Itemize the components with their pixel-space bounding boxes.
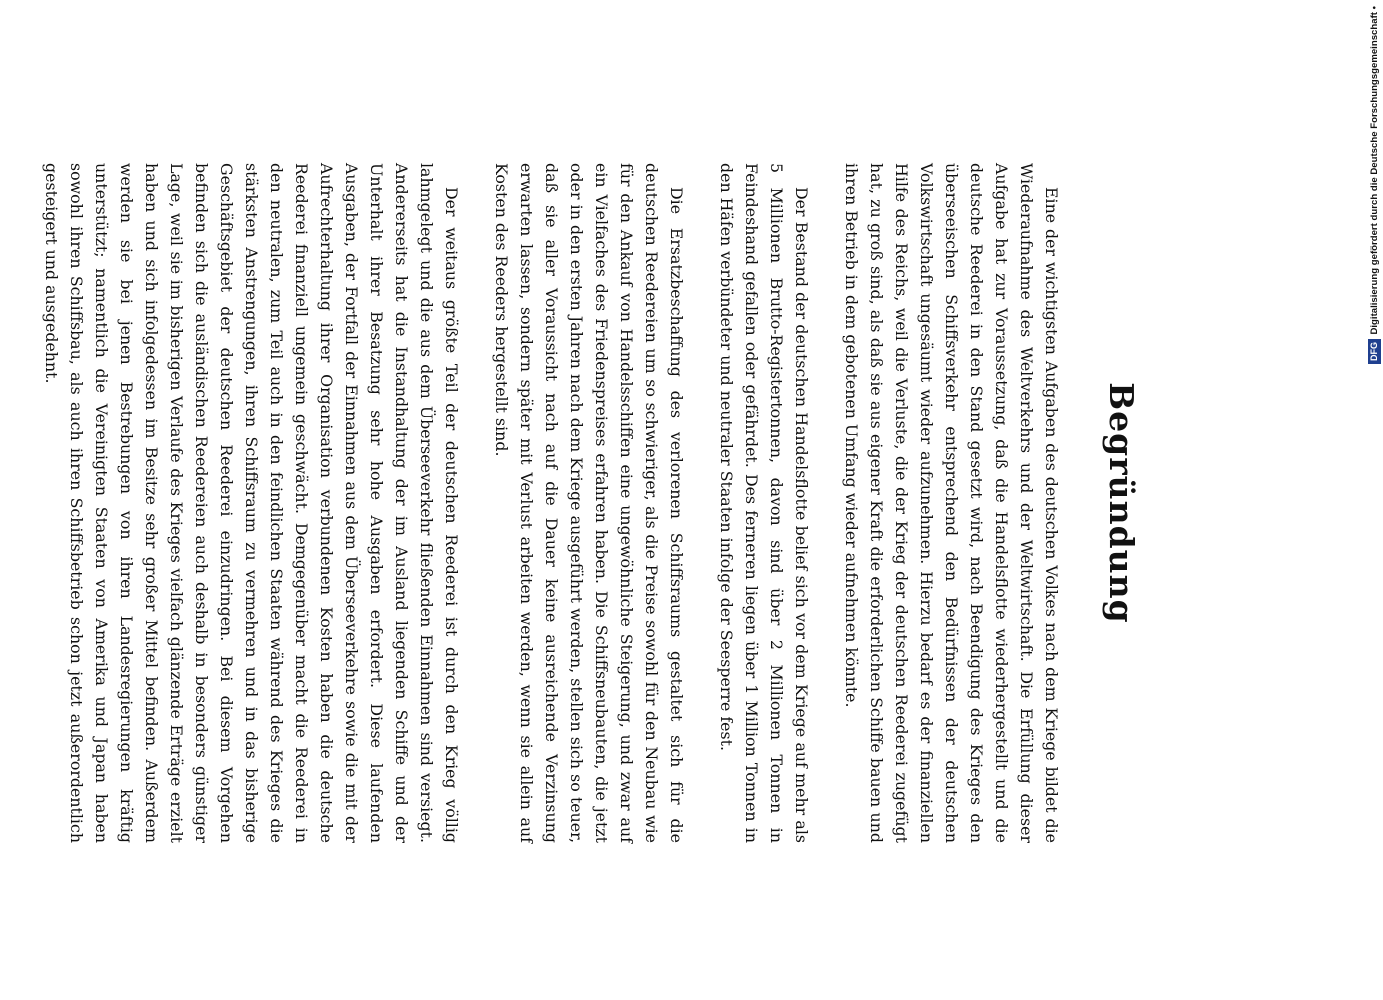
rotated-document-page [42, 163, 1146, 843]
credit-text: Digitalisierung gefördert durch die Deutsche Forschungsgemeinschaft • [1369, 6, 1381, 335]
paragraph-2: Der Bestand der deutschen Handelsflotte belief sich vor dem Kriege auf mehr als 5 Millionen Brutto-Registertonnen, davon sind über 2 Millionen Tonnen in Feindeshand gefallen oder gefährdet. Des ferneren liegen über 1 Million Tonnen in den Häfen verbündeter und neutraler Staaten infolge der Seesperre fest. [717, 163, 811, 843]
document-body [14, 163, 1064, 843]
document-title: Begründung [1102, 382, 1141, 624]
digitization-credit [1364, 6, 1383, 406]
paragraph-3: Die Ersatzbeschaffung des verlorenen Schiffsraums gestaltet sich für die deutschen Reedereien um so schwieriger, als die Preise sowohl für den Neubau wie für den Ankauf von Handelsschiffen eine ungewöhnliche Steigerung, und zwar auf ein Vielfaches des Friedenspreises erfahren haben. Die Schiffsneubauten, die jetzt oder in den ersten Jahren nach dem Kriege ausgeführt werden, stellen sich so teuer, daß sie aller Voraussicht nach auf die Dauer keine ausreichende Verzinsung erwarten lassen, sondern später mit Verlust arbeiten werden, wenn sie allein auf Kosten des Reeders hergestellt sind. [492, 163, 686, 843]
paragraph-4: Der weitaus größte Teil der deutschen Reederei ist durch den Krieg völlig lahmgelegt und die aus dem Überseeverkehr fließenden Einnahmen sind versiegt. Andererseits hat die Instandhaltung der im Ausland liegenden Schiffe und der Unterhalt ihrer Besatzung sehr hohe Ausgaben erfordert. Diese laufenden Ausgaben, der Fortfall der Einnahmen aus dem Überseeverkehre sowie die mit der Aufrechterhaltung ihrer Organisation verbundenen Kosten haben die deutsche Reederei finanziell ungemein geschwächt. Demgegenüber macht die Reederei in den neutralen, zum Teil auch in den feindlichen Staaten während des Krieges die stärksten Anstrengungen, ihren Schiffsraum zu vermehren und in das bisherige Geschäftsgebiet der deutschen Reederei einzudringen. Bei diesem Vorgehen befinden sich die ausländischen Reedereien auch deshalb in besonders günstiger Lage, weil sie im bisherigen Verlaufe des Krieges vielfach glänzende Erträge erzielt haben und sich infolgedessen im Besitze sehr großer Mittel befinden. Außerdem werden sie bei jenen Bestrebungen von ihren Landesregierungen kräftig unterstützt; namentlich die Vereinigten Staaten von Amerika und Japan haben sowohl ihren Schiffsbau, als auch ihren Schiffsbetrieb schon jetzt außerordentlich gesteigert und ausgedehnt. [42, 163, 461, 843]
paragraph-1: Eine der wichtigsten Aufgaben des deutschen Volkes nach dem Kriege bildet die Wiederaufnahme des Weltverkehrs und der Weltwirtschaft. Die Erfüllung dieser Aufgabe hat zur Voraussetzung, daß die Handelsflotte wiederhergestellt und die deutsche Reederei in den Stand gesetzt wird, nach Beendigung des Krieges den überseeischen Schiffsverkehr entsprechend den Bedürfnissen der deutschen Volkswirtschaft ungesäumt wieder aufzunehmen. Hierzu bedarf es der finanziellen Hilfe des Reichs, weil die Verluste, die der Krieg der deutschen Reederei zugefügt hat, zu groß sind, als daß sie aus eigener Kraft die erforderlichen Schiffe bauen und ihren Betrieb in dem gebotenen Umfang wieder aufnehmen könnte. [842, 163, 1061, 843]
dfg-logo: DFG [1369, 339, 1382, 364]
